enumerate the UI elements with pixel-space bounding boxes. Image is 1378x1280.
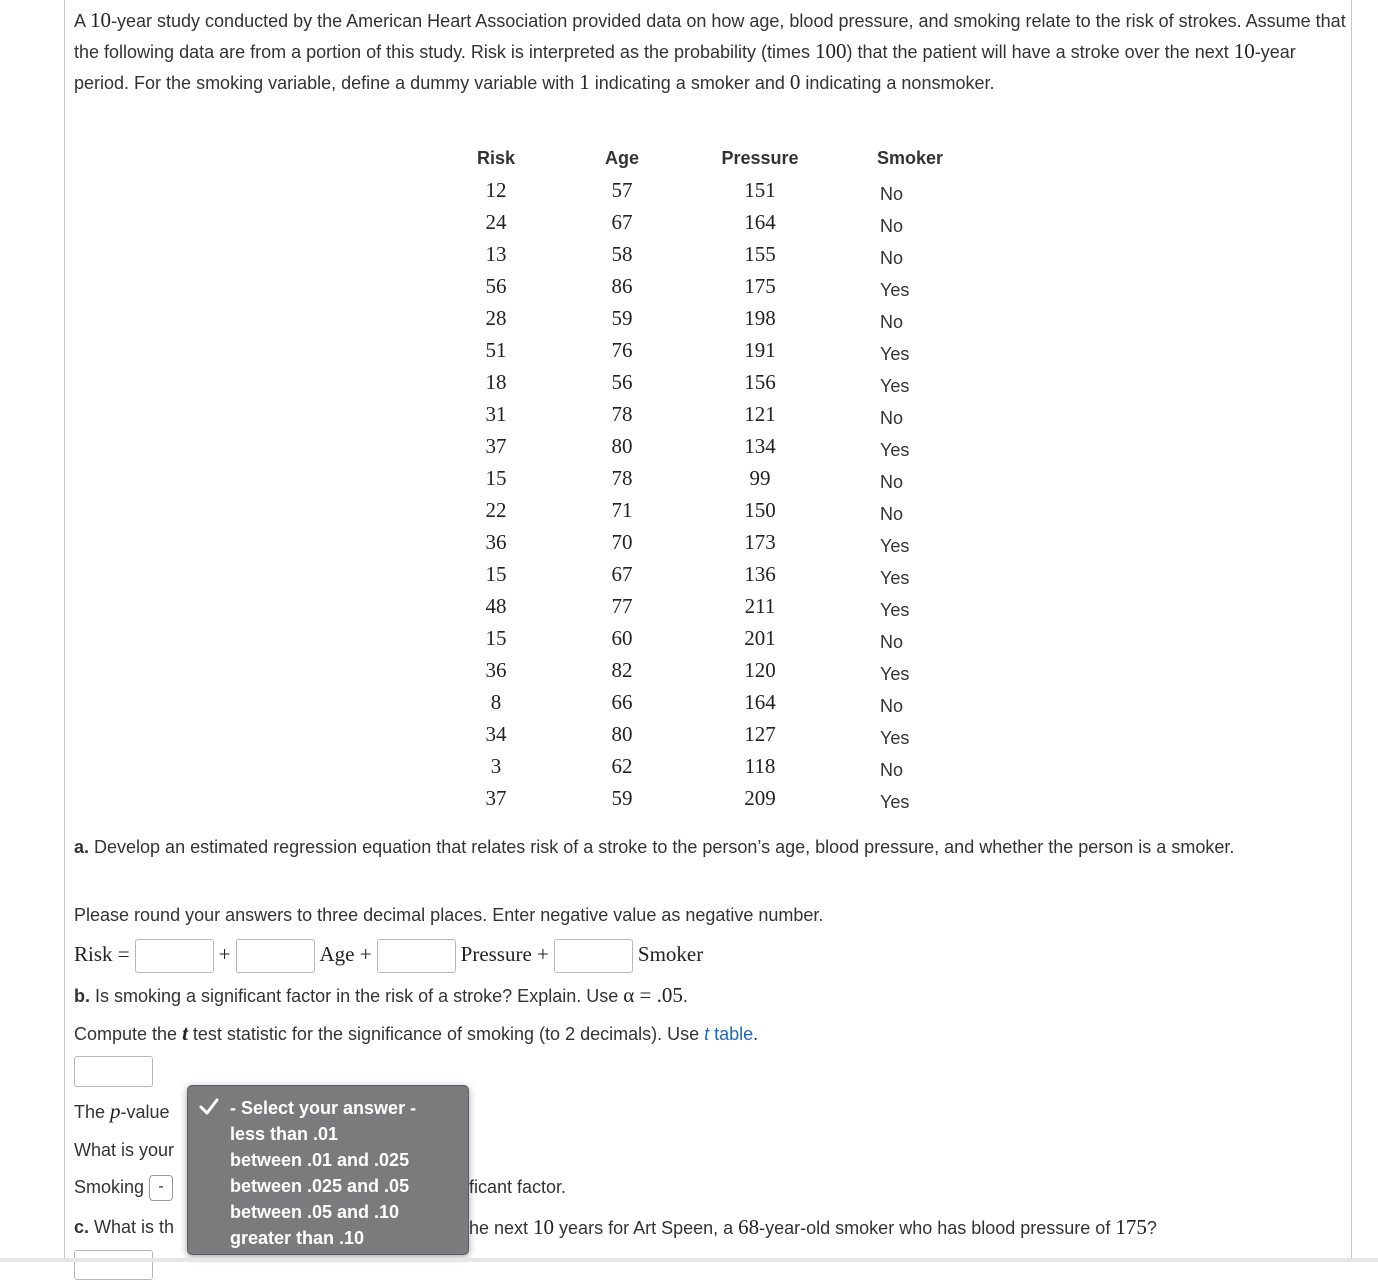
cell-smoker: No: [880, 215, 904, 236]
table-row: [440, 494, 992, 526]
cell-age: 80: [611, 721, 633, 746]
cell-risk: 18: [485, 369, 507, 394]
cell-age: 67: [611, 209, 633, 234]
cell-age: 59: [611, 305, 633, 330]
cell-smoker: No: [880, 183, 904, 204]
cell-risk: 15: [485, 625, 507, 650]
cell-smoker: Yes: [880, 439, 910, 460]
header-pressure: Pressure: [721, 147, 799, 168]
cell-age: 66: [611, 689, 633, 714]
option-between-025-05[interactable]: between .025 and .05: [230, 1176, 410, 1196]
part-a-question: a. Develop an estimated regression equation that relates risk of a stroke to the person’s age, blood pressure, and whether the person is a smoker.: [74, 837, 1235, 857]
cell-pressure: 151: [744, 177, 776, 202]
cell-risk: 8: [490, 689, 502, 714]
t-stat-prompt: Compute the t test statistic for the significance of smoking (to 2 decimals). Use t table.: [74, 1021, 759, 1045]
age-coef-input[interactable]: [236, 939, 315, 973]
regression-equation: [74, 937, 703, 973]
option-between-05-10[interactable]: between .05 and .10: [230, 1202, 400, 1222]
cell-age: 78: [611, 465, 633, 490]
table-row: [440, 334, 992, 366]
cell-age: 70: [611, 529, 633, 554]
cell-smoker: Yes: [880, 535, 910, 556]
cell-age: 77: [611, 593, 633, 618]
cell-age: 62: [611, 753, 633, 778]
cell-pressure: 164: [744, 689, 776, 714]
table-row: [440, 366, 992, 398]
significant-tail-text: ficant factor.: [469, 1177, 567, 1197]
cell-age: 60: [611, 625, 633, 650]
cell-smoker: Yes: [880, 727, 910, 748]
cell-risk: 22: [485, 497, 507, 522]
cell-smoker: Yes: [880, 343, 910, 364]
table-row: [440, 270, 992, 302]
cell-smoker: No: [880, 247, 904, 268]
cell-smoker: No: [880, 503, 904, 524]
part-a-instructions: Please round your answers to three decimal places. Enter negative value as negative number.: [74, 905, 824, 925]
table-row: [440, 718, 992, 750]
cell-pressure: 211: [744, 593, 776, 618]
cell-pressure: 175: [744, 273, 776, 298]
cell-risk: 36: [485, 529, 507, 554]
t-stat-input[interactable]: [74, 1056, 153, 1087]
table-row: [440, 302, 992, 334]
cell-age: 82: [611, 657, 633, 682]
cell-age: 57: [611, 177, 633, 202]
table-row: [440, 206, 992, 238]
table-row: [440, 430, 992, 462]
intro-paragraph: A 10-year study conducted by the American Heart Association provided data on how age, blood pressure, and smoking relate to the risk of strokes. Assume that the following data are from a portion of this study. Risk is interpreted as the probability (times 100) that the patient will have a stroke over the next 10-year period. For the smoking variable, define a dummy variable with 1 indicating a smoker and 0 indicating a nonsmoker.: [74, 8, 1346, 94]
cell-risk: 31: [485, 401, 507, 426]
cell-age: 71: [611, 497, 633, 522]
data-table: [440, 142, 992, 814]
cell-pressure: 120: [744, 657, 776, 682]
table-row: [440, 654, 992, 686]
cell-smoker: Yes: [880, 791, 910, 812]
cell-age: 59: [611, 785, 633, 810]
part-b-question: b. Is smoking a significant factor in the risk of a stroke? Explain. Use α = .05.: [74, 983, 688, 1007]
cell-risk: 15: [485, 465, 507, 490]
cell-pressure: 201: [744, 625, 776, 650]
option-select-your-answer[interactable]: - Select your answer -: [230, 1098, 417, 1118]
cell-pressure: 156: [744, 369, 776, 394]
table-row: [440, 462, 992, 494]
cell-pressure: 134: [744, 433, 776, 458]
cell-pressure: 191: [744, 337, 776, 362]
table-row: [440, 590, 992, 622]
table-row: [440, 782, 992, 814]
smoking-select[interactable]: -: [149, 1175, 173, 1201]
table-row: [440, 174, 992, 206]
cell-pressure: 198: [744, 305, 776, 330]
table-header-row: [440, 142, 992, 174]
cell-risk: 51: [485, 337, 507, 362]
option-greater-than-10[interactable]: greater than .10: [230, 1228, 365, 1248]
option-between-01-025[interactable]: between .01 and .025: [230, 1150, 410, 1170]
cell-risk: 36: [485, 657, 507, 682]
table-row: [440, 558, 992, 590]
pressure-coef-input[interactable]: [377, 939, 456, 973]
cell-risk: 24: [485, 209, 507, 234]
cell-pressure: 136: [744, 561, 776, 586]
cell-smoker: Yes: [880, 279, 910, 300]
cell-risk: 13: [485, 241, 507, 266]
cell-age: 67: [611, 561, 633, 586]
cell-age: 80: [611, 433, 633, 458]
eq-pressure-label: Pressure +: [460, 942, 549, 966]
part-c-question-start: c. What is th: [74, 1217, 175, 1237]
header-risk: Risk: [476, 147, 516, 168]
table-row: [440, 526, 992, 558]
eq-smoker-label: Smoker: [637, 942, 704, 966]
cell-risk: 28: [485, 305, 507, 330]
cell-smoker: No: [880, 311, 904, 332]
cell-smoker: No: [880, 631, 904, 652]
cell-pressure: 173: [744, 529, 776, 554]
cell-pressure: 164: [744, 209, 776, 234]
eq-plus: +: [218, 942, 231, 966]
cell-smoker: No: [880, 407, 904, 428]
cell-risk: 3: [490, 753, 502, 778]
cell-age: 56: [611, 369, 633, 394]
part-c-question-rest: he next 10 years for Art Speen, a 68-year-old smoker who has blood pressure of 175?: [469, 1215, 1157, 1239]
eq-age-label: Age +: [319, 942, 372, 966]
cell-pressure: 99: [749, 465, 771, 490]
cell-risk: 56: [485, 273, 507, 298]
p-value-prompt: The p-value: [74, 1099, 170, 1123]
cell-smoker: Yes: [880, 567, 910, 588]
table-row: [440, 238, 992, 270]
smoking-row: Smoking -: [74, 1172, 173, 1202]
cell-risk: 12: [485, 177, 507, 202]
cell-risk: 48: [485, 593, 507, 618]
table-row: [440, 398, 992, 430]
cell-risk: 37: [485, 785, 507, 810]
cell-smoker: Yes: [880, 375, 910, 396]
option-less-than-01[interactable]: less than .01: [230, 1124, 339, 1144]
table-row: [440, 750, 992, 782]
cell-smoker: No: [880, 471, 904, 492]
cell-smoker: Yes: [880, 663, 910, 684]
cell-age: 76: [611, 337, 633, 362]
header-smoker: Smoker: [876, 147, 944, 168]
cell-risk: 34: [485, 721, 507, 746]
horizontal-scrollbar[interactable]: [0, 1258, 1378, 1262]
t-table-link[interactable]: t table: [704, 1024, 754, 1044]
cell-pressure: 150: [744, 497, 776, 522]
cell-pressure: 127: [744, 721, 776, 746]
cell-age: 78: [611, 401, 633, 426]
cell-smoker: No: [880, 759, 904, 780]
p-value-dropdown[interactable]: [187, 1085, 469, 1255]
cell-pressure: 155: [744, 241, 776, 266]
cell-smoker: Yes: [880, 599, 910, 620]
part-c-input[interactable]: [74, 1250, 153, 1280]
cell-risk: 37: [485, 433, 507, 458]
smoker-coef-input[interactable]: [554, 939, 633, 973]
table-row: [440, 686, 992, 718]
intercept-input[interactable]: [135, 939, 214, 973]
conclusion-prompt: What is your: [74, 1140, 175, 1160]
cell-smoker: No: [880, 695, 904, 716]
cell-age: 86: [611, 273, 633, 298]
cell-age: 58: [611, 241, 633, 266]
cell-pressure: 209: [744, 785, 776, 810]
checkmark-icon: [198, 1096, 220, 1118]
cell-risk: 15: [485, 561, 507, 586]
cell-pressure: 118: [744, 753, 776, 778]
header-age: Age: [604, 147, 639, 168]
eq-risk-label: Risk =: [74, 942, 130, 966]
table-row: [440, 622, 992, 654]
cell-pressure: 121: [744, 401, 776, 426]
